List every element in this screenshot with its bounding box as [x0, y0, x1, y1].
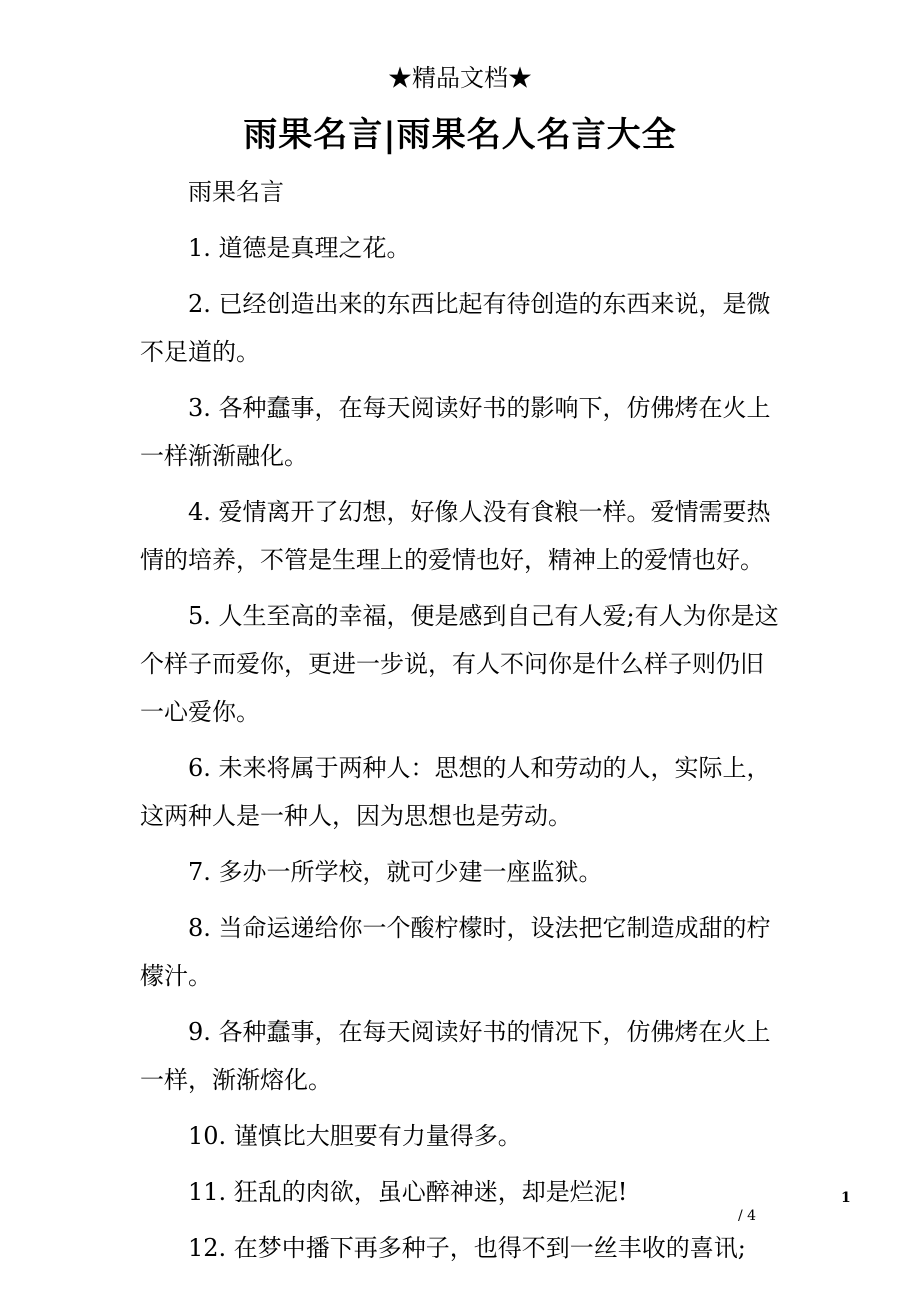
quote-item: 6. 未来将属于两种人：思想的人和劳动的人，实际上，这两种人是一种人，因为思想也是劳动。: [140, 754, 771, 830]
quote-item: 4. 爱情离开了幻想，好像人没有食粮一样。爱情需要热情的培养，不管是生理上的爱情也好，精神上的爱情也好。: [140, 498, 771, 574]
quote-item: 5. 人生至高的幸福，便是感到自己有人爱;有人为你是这个样子而爱你，更进一步说，有人不问你是什么样子则仍旧一心爱你。: [140, 602, 779, 726]
quote-item: 8. 当命运递给你一个酸柠檬时，设法把它制造成甜的柠檬汁。: [140, 914, 771, 990]
document-body: [140, 168, 785, 1272]
page-total: / 4: [738, 1208, 757, 1224]
page-number: 1: [841, 1190, 851, 1206]
quote-item: 10. 谨慎比大胆要有力量得多。: [188, 1122, 522, 1150]
page-title: 雨果名言|雨果名人名言大全: [243, 115, 677, 155]
intro-label: 雨果名言: [188, 178, 284, 206]
quote-item: 1. 道德是真理之花。: [188, 234, 411, 262]
quote-item: 12. 在梦中播下再多种子，也得不到一丝丰收的喜讯;: [188, 1234, 746, 1262]
quote-item: 7. 多办一所学校，就可少建一座监狱。: [188, 858, 603, 886]
quote-item: 11. 狂乱的肉欲，虽心醉神迷，却是烂泥!: [188, 1178, 628, 1206]
quote-item: 3. 各种蠢事，在每天阅读好书的影响下，仿佛烤在火上一样渐渐融化。: [140, 394, 771, 470]
document-header: ★精品文档★: [388, 64, 532, 92]
quote-item: 2. 已经创造出来的东西比起有待创造的东西来说，是微不足道的。: [140, 290, 771, 366]
quote-item: 9. 各种蠢事，在每天阅读好书的情况下，仿佛烤在火上一样，渐渐熔化。: [140, 1018, 771, 1094]
